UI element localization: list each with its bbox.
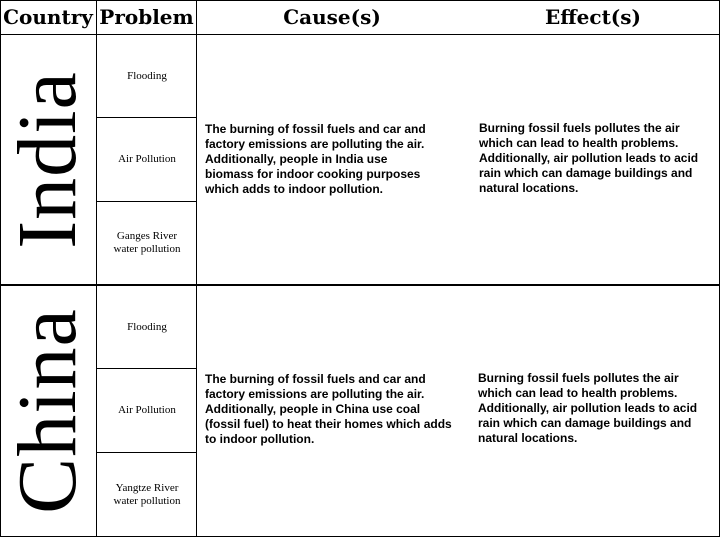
text-line: The burning of fossil fuels and car and [205,122,426,136]
problem-label: Flooding [127,69,167,82]
header-country: Country [3,5,93,29]
problem-china-flooding [98,286,196,368]
country-china [0,286,96,536]
problem-label [114,230,181,256]
text-line: Additionally, air pollution leads to acid [478,401,698,415]
text-line: Burning fossil fuels pollutes the air [479,121,680,135]
text-line: natural locations. [478,431,578,445]
column-divider-problem [196,0,197,537]
country-china-label: China [1,308,94,514]
table-border-bottom [0,536,720,537]
text-line: rain which can damage buildings and [479,166,693,180]
text-line: to indoor pollution. [205,432,315,446]
text-line: natural locations. [479,181,579,195]
text-line: which can lead to health problems. [478,386,678,400]
cause-china-air-pollution [205,372,467,447]
problem-label-line: Ganges River [116,230,178,242]
problem-india-ganges [98,202,196,284]
text-line: (fossil fuel) to heat their homes which adds [205,417,452,431]
text-line: Additionally, people in India use [205,152,388,166]
country-india [0,35,96,284]
problem-label: Air Pollution [118,153,176,165]
cause-india-air-pollution [205,122,467,197]
text-line: biomass for indoor cooking purposes [205,167,421,181]
problem-label-line: Yangtze River [115,481,179,494]
text-line: factory emissions are polluting the air. [205,387,425,401]
text-line: Burning fossil fuels pollutes the air [478,371,679,385]
header-effects: Effect(s) [545,5,641,29]
problem-china-yangtze [98,453,196,536]
problem-india-flooding [98,35,196,117]
problem-china-air-pollution [98,369,196,452]
text-line: The burning of fossil fuels and car and [205,372,426,386]
text-line: which can lead to health problems. [479,136,679,150]
problem-label-line: water pollution [113,243,181,255]
problem-label: Flooding [127,320,167,333]
problem-india-air-pollution [98,118,196,201]
text-line: Additionally, people in China use coal [205,402,421,416]
column-divider-country [96,0,97,537]
effect-china-air-pollution [478,371,719,446]
effect-india-air-pollution [479,121,719,196]
header-problem: Problem [99,5,194,29]
problem-label: Air Pollution [118,404,176,416]
text-line: factory emissions are polluting the air. [205,137,425,151]
header-causes: Cause(s) [283,5,381,29]
problem-label-line: water pollution [113,494,181,507]
text-line: rain which can damage buildings and [478,416,692,430]
problem-label [114,482,181,508]
country-india-label: India [1,70,94,249]
text-line: which adds to indoor pollution. [205,182,383,196]
text-line: Additionally, air pollution leads to acid [479,151,699,165]
